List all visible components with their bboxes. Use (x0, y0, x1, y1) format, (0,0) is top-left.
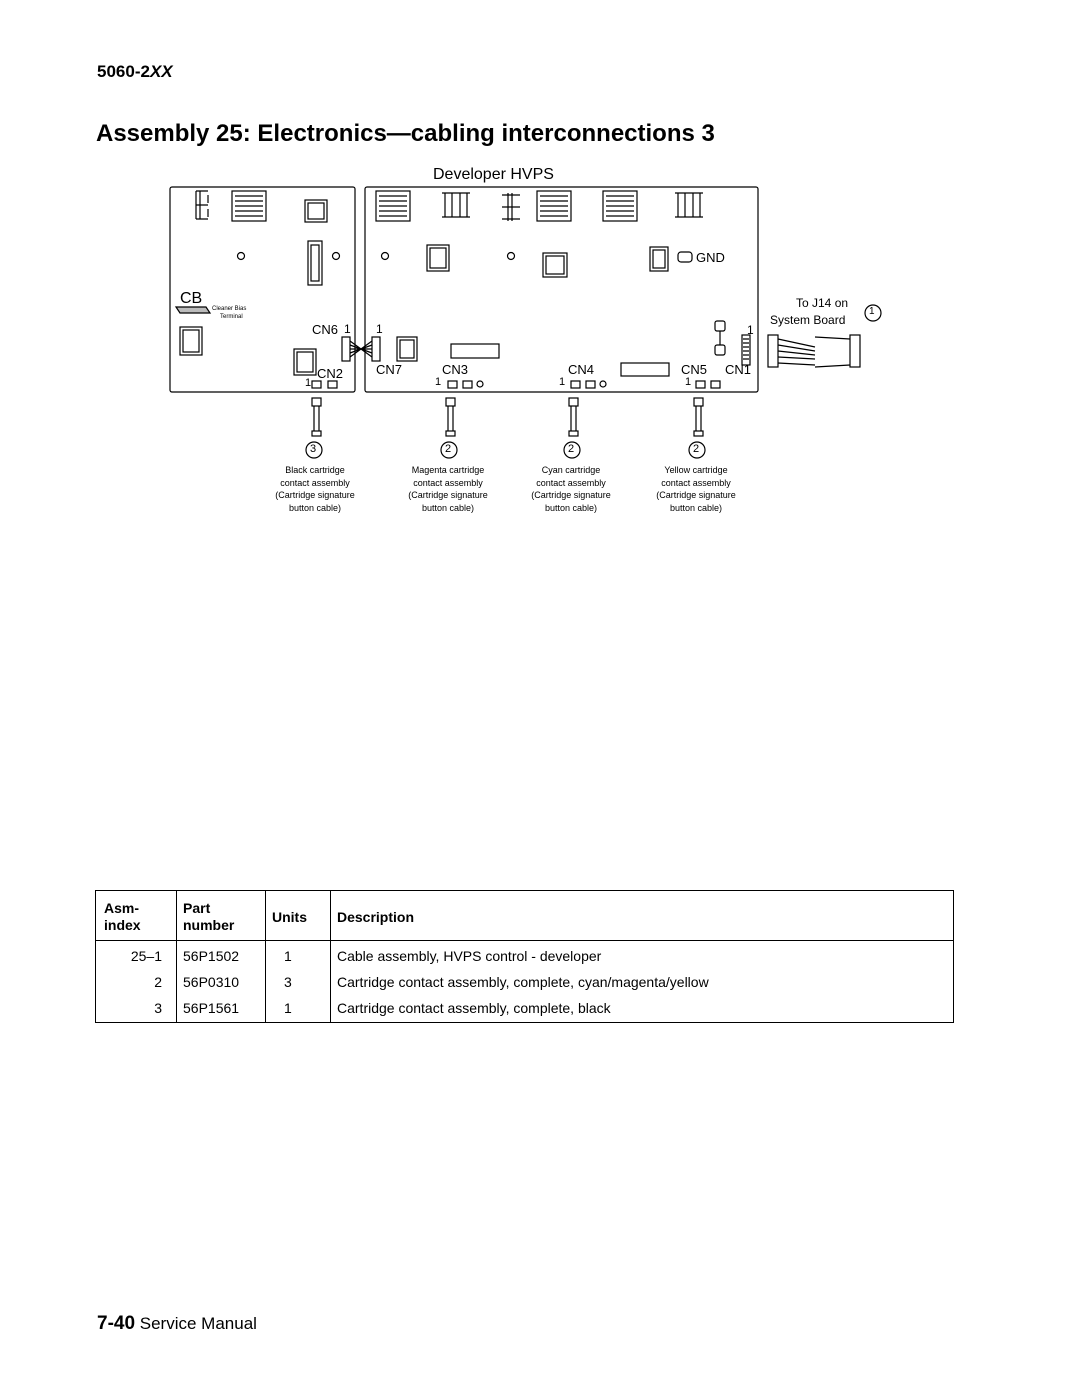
cn3-pin1: 1 (435, 376, 442, 388)
cn2-label: CN2 (317, 366, 344, 381)
board-title: Developer HVPS (433, 166, 554, 183)
cell-part: 56P0310 (177, 967, 266, 993)
callout-3: 3 (310, 443, 317, 455)
page-footer (97, 1313, 257, 1335)
cleaner-bias-label: Cleaner Bias (212, 306, 247, 312)
cn3-label: CN3 (442, 362, 469, 377)
cn1-label: CN1 (725, 362, 752, 377)
callout-2-yellow: 2 (693, 443, 700, 455)
callout-2-cyan: 2 (568, 443, 575, 455)
wiring-diagram (160, 155, 900, 525)
cell-units: 1 (266, 941, 331, 968)
cn4-label: CN4 (568, 362, 595, 377)
cn7-label: CN7 (376, 362, 403, 377)
table-row (96, 941, 954, 968)
table-header-row (96, 891, 954, 941)
caption-cyan: Cyan cartridge contact assembly (Cartridge signature button cable) (531, 465, 611, 513)
cell-asm: 25–1 (96, 941, 177, 968)
caption-yellow: Yellow cartridge contact assembly (Cartridge signature button cable) (656, 465, 736, 513)
table-row (96, 967, 954, 993)
terminal-label: Terminal (220, 314, 243, 320)
cn5-pin1: 1 (685, 376, 692, 388)
parts-table (95, 890, 954, 1023)
cn6-pin1: 1 (344, 322, 351, 336)
callout-1: 1 (869, 306, 875, 317)
cn5-label: CN5 (681, 362, 708, 377)
cell-description: Cartridge contact assembly, complete, cyan/magenta/yellow (337, 974, 709, 990)
cn1-pin1: 1 (747, 323, 754, 337)
cb-label: CB (180, 290, 203, 307)
header-units: Units (266, 891, 331, 941)
gnd-label: GND (696, 250, 725, 265)
table-row (96, 993, 954, 1023)
cell-asm: 3 (96, 993, 177, 1023)
cell-part: 56P1561 (177, 993, 266, 1023)
model-number: 5060-2XX (97, 62, 173, 81)
to-j14-label: To J14 on (796, 296, 849, 310)
cell-description: Cartridge contact assembly, complete, black (337, 1000, 611, 1016)
cn6-label: CN6 (312, 322, 339, 337)
cn4-pin1: 1 (559, 376, 566, 388)
header-description: Description (331, 891, 954, 941)
cell-asm: 2 (96, 967, 177, 993)
manual-name: Service Manual (139, 1314, 257, 1333)
cn2-pin1: 1 (305, 377, 312, 389)
cell-units: 1 (266, 993, 331, 1023)
page-number: 7-40 (97, 1313, 136, 1334)
cell-description: Cable assembly, HVPS control - developer (337, 948, 602, 964)
cell-part: 56P1502 (177, 941, 266, 968)
cell-units: 3 (266, 967, 331, 993)
caption-black: Black cartridge contact assembly (Cartridge signature button cable) (275, 465, 355, 513)
header-part-number: Part number (177, 891, 266, 941)
system-board-label: System Board (770, 313, 846, 327)
cn7-pin1: 1 (376, 322, 383, 336)
callout-2-magenta: 2 (445, 443, 452, 455)
caption-magenta: Magenta cartridge contact assembly (Cartridge signature button cable) (408, 465, 488, 513)
page-title: Assembly 25: Electronics—cabling interconnections 3 (96, 120, 715, 147)
header-asm-index: Asm- index (96, 891, 177, 941)
